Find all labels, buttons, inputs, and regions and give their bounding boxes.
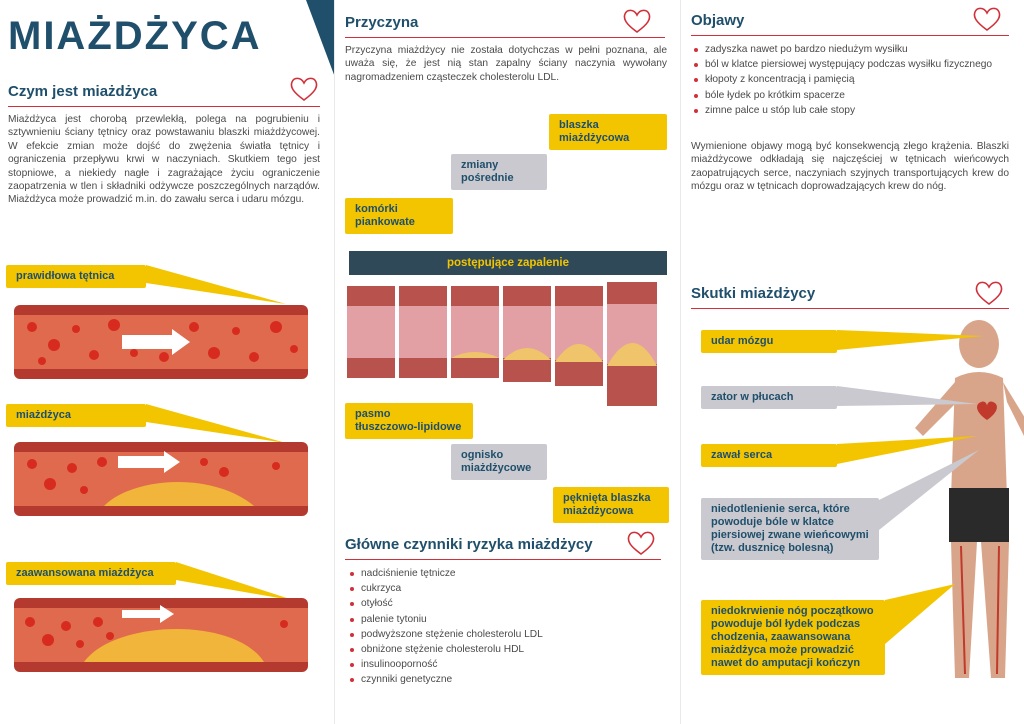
panel-symptoms xyxy=(680,0,1024,724)
inflammation-band xyxy=(349,251,667,275)
list-item: ból w klatce piersiowej występujący podczas wysiłku fizycznego xyxy=(693,57,1019,72)
corner-tab xyxy=(306,0,334,80)
list-item: palenie tytoniu xyxy=(349,612,649,627)
page-title xyxy=(8,14,262,59)
vessel-progression-image xyxy=(347,280,667,410)
list-item: bóle łydek po krótkim spacerze xyxy=(693,88,1019,103)
list-item: insulinooporność xyxy=(349,657,649,672)
label-lipid-strip: pasmo tłuszczowo-lipidowe xyxy=(345,403,473,439)
label-focus: ognisko miażdżycowe xyxy=(451,444,547,480)
intro-paragraph: Miażdżyca jest chorobą przewlekłą, polega na pogrubieniu i sztywnieniu ściany tętnicy oraz powstawaniu blaszki miażdżycowej. W efekcie zmian może dojść do zwężenia światła tętnicy i ograniczenia przepływu krwi w naczyniach. Skutkiem tego jest stopniowe, a niekiedy nagłe i zagrażające życiu ograniczenie zaopatrzenia w tlen i składniki odżywcze poszczególnych narządów. Miażdżyca może prowadzić m.in. do zawału serca i udaru mózgu. xyxy=(8,114,320,206)
list-item: nadciśnienie tętnicze xyxy=(349,566,649,581)
section-rule xyxy=(345,37,665,38)
inflammation-label: postępujące zapalenie xyxy=(446,257,570,269)
list-item: kłopoty z koncentracją i pamięcią xyxy=(693,72,1019,87)
section-rule xyxy=(345,559,661,560)
cause-paragraph: Przyczyna miażdżycy nie została dotychczas w pełni poznana, ale uważa się, że jest nią stan zapalny ściany naczynia wywołany nagromadzeniem cząsteczek cholesterolu LDL. xyxy=(345,45,667,83)
callout-pointer xyxy=(146,258,296,308)
panel-what-is xyxy=(0,0,334,724)
heart-outline-icon xyxy=(621,8,653,34)
section-rule xyxy=(691,35,1009,36)
effect-heart-attack: zawał serca xyxy=(701,444,837,467)
section-heading-symptoms: Objawy xyxy=(691,12,745,29)
effect-myocardial-ischemia: niedotlenienie serca, które powoduje bóle w klatce piersiowej zwane wieńcowymi (tzw. dusznicę bolesną) xyxy=(701,498,879,560)
artery-advanced-image xyxy=(14,598,314,678)
label-plaque: blaszka miażdżycowa xyxy=(549,114,667,150)
callout-pointer xyxy=(879,450,989,530)
callout-pointer xyxy=(146,397,296,447)
artery-label-atherosclerosis: miażdżyca xyxy=(6,404,146,427)
page-title-text: MIAŻDŻYCA xyxy=(8,14,262,58)
heart-outline-icon xyxy=(973,280,1005,306)
artery-label-normal: prawidłowa tętnica xyxy=(6,265,146,288)
list-item: podwyższone stężenie cholesterolu LDL xyxy=(349,627,649,642)
section-rule xyxy=(691,308,1009,309)
list-item: cukrzyca xyxy=(349,581,649,596)
label-foam-cells: komórki piankowate xyxy=(345,198,453,234)
effect-pulmonary-embolism: zator w płucach xyxy=(701,386,837,409)
symptom-list xyxy=(693,42,1019,118)
artery-atherosclerosis-image xyxy=(14,442,314,522)
section-rule xyxy=(8,106,320,107)
callout-pointer xyxy=(885,584,965,644)
list-item: zimne palce u stóp lub całe stopy xyxy=(693,103,1019,118)
effect-leg-ischemia: niedokrwienie nóg początkowo powoduje ból łydek podczas chodzenia, zaawansowana miażdżyca może prowadzić nawet do amputacji kończyn xyxy=(701,600,885,675)
list-item: obniżone stężenie cholesterolu HDL xyxy=(349,642,649,657)
section-heading-risk: Główne czynniki ryzyka miażdżycy xyxy=(345,536,593,553)
label-intermediate: zmiany pośrednie xyxy=(451,154,547,190)
list-item: czynniki genetyczne xyxy=(349,672,649,687)
artery-label-advanced: zaawansowana miażdżyca xyxy=(6,562,176,585)
panel-cause xyxy=(334,0,680,724)
section-heading-effects: Skutki miażdżycy xyxy=(691,285,816,302)
effect-stroke: udar mózgu xyxy=(701,330,837,353)
label-ruptured: pęknięta blaszka miażdżycowa xyxy=(553,487,669,523)
heart-outline-icon xyxy=(625,530,657,556)
section-heading-what-is: Czym jest miażdżyca xyxy=(8,83,158,100)
heart-outline-icon xyxy=(288,76,320,102)
symptoms-paragraph: Wymienione objawy mogą być konsekwencją złego krążenia. Blaszki miażdżycowe odkładają się najczęściej w tętnicach wieńcowych zaopatrujących serce, naczyniach szyjnych transportujących krew do mózgu oraz w tętnicach doprowadzających krew do nóg. xyxy=(691,141,1009,193)
artery-normal-image xyxy=(14,305,314,385)
heart-outline-icon xyxy=(971,6,1003,32)
risk-factor-list xyxy=(349,566,649,688)
callout-pointer xyxy=(837,322,987,362)
list-item: otyłość xyxy=(349,596,649,611)
section-heading-cause: Przyczyna xyxy=(345,14,419,31)
list-item: zadyszka nawet po bardzo niedużym wysiłku xyxy=(693,42,1019,57)
callout-pointer xyxy=(837,378,987,418)
